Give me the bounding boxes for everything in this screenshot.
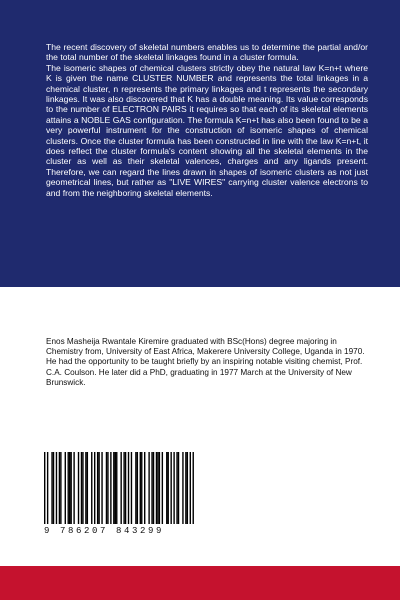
barcode-bar bbox=[110, 452, 111, 524]
barcode-bar bbox=[91, 452, 92, 524]
author-bio: Enos Masheija Rwantale Kiremire graduated with BSc(Hons) degree majoring in Chemistry from, University of East Africa, Makerere University College, Uganda in 1970. He had the opportunity to be taught briefly by an inspiring notable visiting chemist, Prof. C.A. Coulson. He later did a PhD, graduating in 1977 March at the University of New Brunswick. bbox=[46, 337, 365, 387]
barcode-bar bbox=[56, 452, 57, 524]
barcode-bar bbox=[73, 452, 74, 524]
barcode-bar bbox=[97, 452, 98, 524]
barcode-bar bbox=[59, 452, 60, 524]
barcode-bar bbox=[190, 452, 191, 524]
barcode-bar bbox=[140, 452, 141, 524]
barcode-bar bbox=[170, 452, 171, 524]
blurb-paragraph-2: The isomeric shapes of chemical clusters strictly obey the natural law K=n+t where K is given the name CLUSTER NUMBER and represents the total linkages in a chemical cluster, n represents the primary linkages and t represents the secondary linkages. It was also discovered that K has a double meaning. Its value corresponds to the number of ELECTRON PAIRS it requires so that each of its skeletal elements attains a NOBLE GAS configuration. The formula K=n+t has also been found to be a very powerful instrument for the construction of isomeric shapes of chemical clusters. Once the cluster formula has been constructed in line with the law K=n+t, it does reflect the cluster formula's content showing all the skeletal elements in the cluster as well as their skeletal valences, charges and any ligands present. Therefore, we can regard the lines drawn in shapes of isomeric clusters as not just geometrical lines, but rather as "LIVE WIRES" carrying cluster valence electrons to and from the neighboring skeletal elements. bbox=[46, 62, 368, 198]
barcode-bar bbox=[168, 452, 169, 524]
barcode-bar bbox=[82, 452, 83, 524]
barcode-bar bbox=[178, 452, 179, 524]
barcode-bar bbox=[68, 452, 69, 524]
barcode-bar bbox=[98, 452, 99, 524]
barcode-bar bbox=[176, 452, 177, 524]
barcode-bar bbox=[81, 452, 82, 524]
barcode-bar bbox=[144, 452, 145, 524]
barcode-bar bbox=[70, 452, 71, 524]
barcode-bar bbox=[47, 452, 48, 524]
barcode-bar bbox=[44, 452, 45, 524]
barcode-bar bbox=[106, 452, 107, 524]
barcode-bar bbox=[87, 452, 88, 524]
barcode-bar bbox=[51, 452, 52, 524]
blurb-panel bbox=[0, 0, 400, 287]
isbn-number: 9 786207 843299 bbox=[44, 526, 165, 536]
barcode-bar bbox=[85, 452, 86, 524]
barcode-bar bbox=[65, 452, 66, 524]
barcode-bar bbox=[115, 452, 116, 524]
barcode-bar bbox=[173, 452, 174, 524]
barcode-bar bbox=[78, 452, 79, 524]
barcode-bar bbox=[148, 452, 149, 524]
barcode-bar bbox=[101, 452, 102, 524]
barcode-bar bbox=[137, 452, 138, 524]
barcode-bar bbox=[141, 452, 142, 524]
barcode-bar bbox=[135, 452, 136, 524]
barcode-bar bbox=[53, 452, 54, 524]
barcode-bar bbox=[94, 452, 95, 524]
barcode-icon bbox=[44, 452, 194, 524]
bottom-red-band bbox=[0, 566, 400, 600]
barcode-bar bbox=[185, 452, 186, 524]
barcode-bar bbox=[166, 452, 167, 524]
barcode-bar bbox=[182, 452, 183, 524]
barcode-bar bbox=[60, 452, 61, 524]
barcode-bar bbox=[156, 452, 157, 524]
barcode-bar bbox=[128, 452, 129, 524]
barcode-bar bbox=[107, 452, 108, 524]
barcode-bar bbox=[113, 452, 114, 524]
barcode-bar bbox=[131, 452, 132, 524]
barcode-bar bbox=[159, 452, 160, 524]
barcode-bar bbox=[69, 452, 70, 524]
book-blurb bbox=[46, 42, 368, 198]
barcode-bar bbox=[153, 452, 154, 524]
barcode-bar bbox=[125, 452, 126, 524]
barcode-bar bbox=[123, 452, 124, 524]
barcode-bar bbox=[193, 452, 194, 524]
barcode-bar bbox=[162, 452, 163, 524]
barcode-bar bbox=[187, 452, 188, 524]
barcode-bar bbox=[120, 452, 121, 524]
barcode-bar bbox=[151, 452, 152, 524]
barcode-bar bbox=[157, 452, 158, 524]
blurb-paragraph-1: The recent discovery of skeletal numbers enables us to determine the partial and/or the total number of the skeletal linkages found in a cluster formula. bbox=[46, 42, 368, 63]
barcode-bar bbox=[116, 452, 117, 524]
